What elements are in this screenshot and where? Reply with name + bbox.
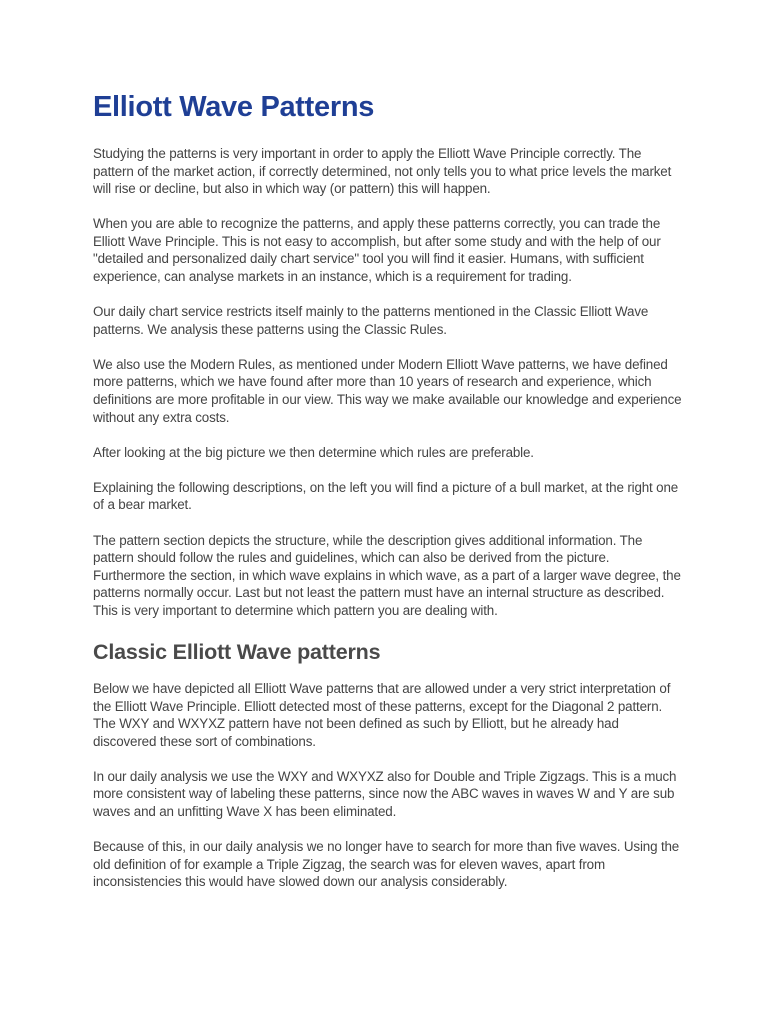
section-heading: Classic Elliott Wave patterns	[93, 639, 381, 664]
section-paragraph-3: Because of this, in our daily analysis we no longer have to search for more than five waves. Using the old definition of for example a Triple Zigzag, the search was for eleven waves, apart from inconsistencies this would have slowed down our analysis considerably.	[93, 839, 680, 890]
section-paragraph-2: In our daily analysis we use the WXY and WXYXZ also for Double and Triple Zigzags. This is a much more consistent way of labeling these patterns, since now the ABC waves in waves W and Y are sub waves and an unfitting Wave X has been eliminated.	[93, 768, 677, 820]
intro-paragraph-7: The pattern section depicts the structure, while the description gives additional information. The pattern should follow the rules and guidelines, which can also be derived from the picture. Furthermore the section, in which wave explains in which wave, as a part of a larger wave degree, the patterns normally occur. Last but not least the pattern must have an internal structure as described. This is very important to determine which pattern you are dealing with.	[93, 532, 681, 618]
intro-paragraph-6: Explaining the following descriptions, on the left you will find a picture of a bull market, at the right one of a bear market.	[93, 479, 679, 513]
document-page	[93, 88, 683, 908]
intro-paragraph-4: We also use the Modern Rules, as mentioned under Modern Elliott Wave patterns, we have defined more patterns, which we have found after more than 10 years of research and experience, which definitions are more profitable in our view. This way we make available our knowledge and experience without any extra costs.	[93, 356, 682, 425]
intro-paragraph-2: When you are able to recognize the patterns, and apply these patterns correctly, you can trade the Elliott Wave Principle. This is not easy to accomplish, but after some study and with the help of our "detailed and personalized daily chart service" tool you will find it easier. Humans, with sufficient experience, can analyse markets in an instance, which is a requirement for trading.	[93, 216, 661, 285]
intro-paragraph-1: Studying the patterns is very important in order to apply the Elliott Wave Principle correctly. The pattern of the market action, if correctly determined, not only tells you to what price levels the market will rise or decline, but also in which way (or pattern) this will happen.	[93, 146, 672, 197]
intro-paragraph-3: Our daily chart service restricts itself mainly to the patterns mentioned in the Classic Elliott Wave patterns. We analysis these patterns using the Classic Rules.	[93, 304, 649, 337]
section-paragraph-1: Below we have depicted all Elliott Wave patterns that are allowed under a very strict interpretation of the Elliott Wave Principle. Elliott detected most of these patterns, except for the Diagonal 2 pattern. The WXY and WXYXZ pattern have not been defined as such by Elliott, but he already had discovered these sort of combinations.	[93, 680, 671, 749]
page-title: Elliott Wave Patterns	[93, 91, 375, 123]
intro-paragraph-5: After looking at the big picture we then determine which rules are preferable.	[93, 444, 534, 460]
section-header-wrap	[93, 637, 683, 667]
